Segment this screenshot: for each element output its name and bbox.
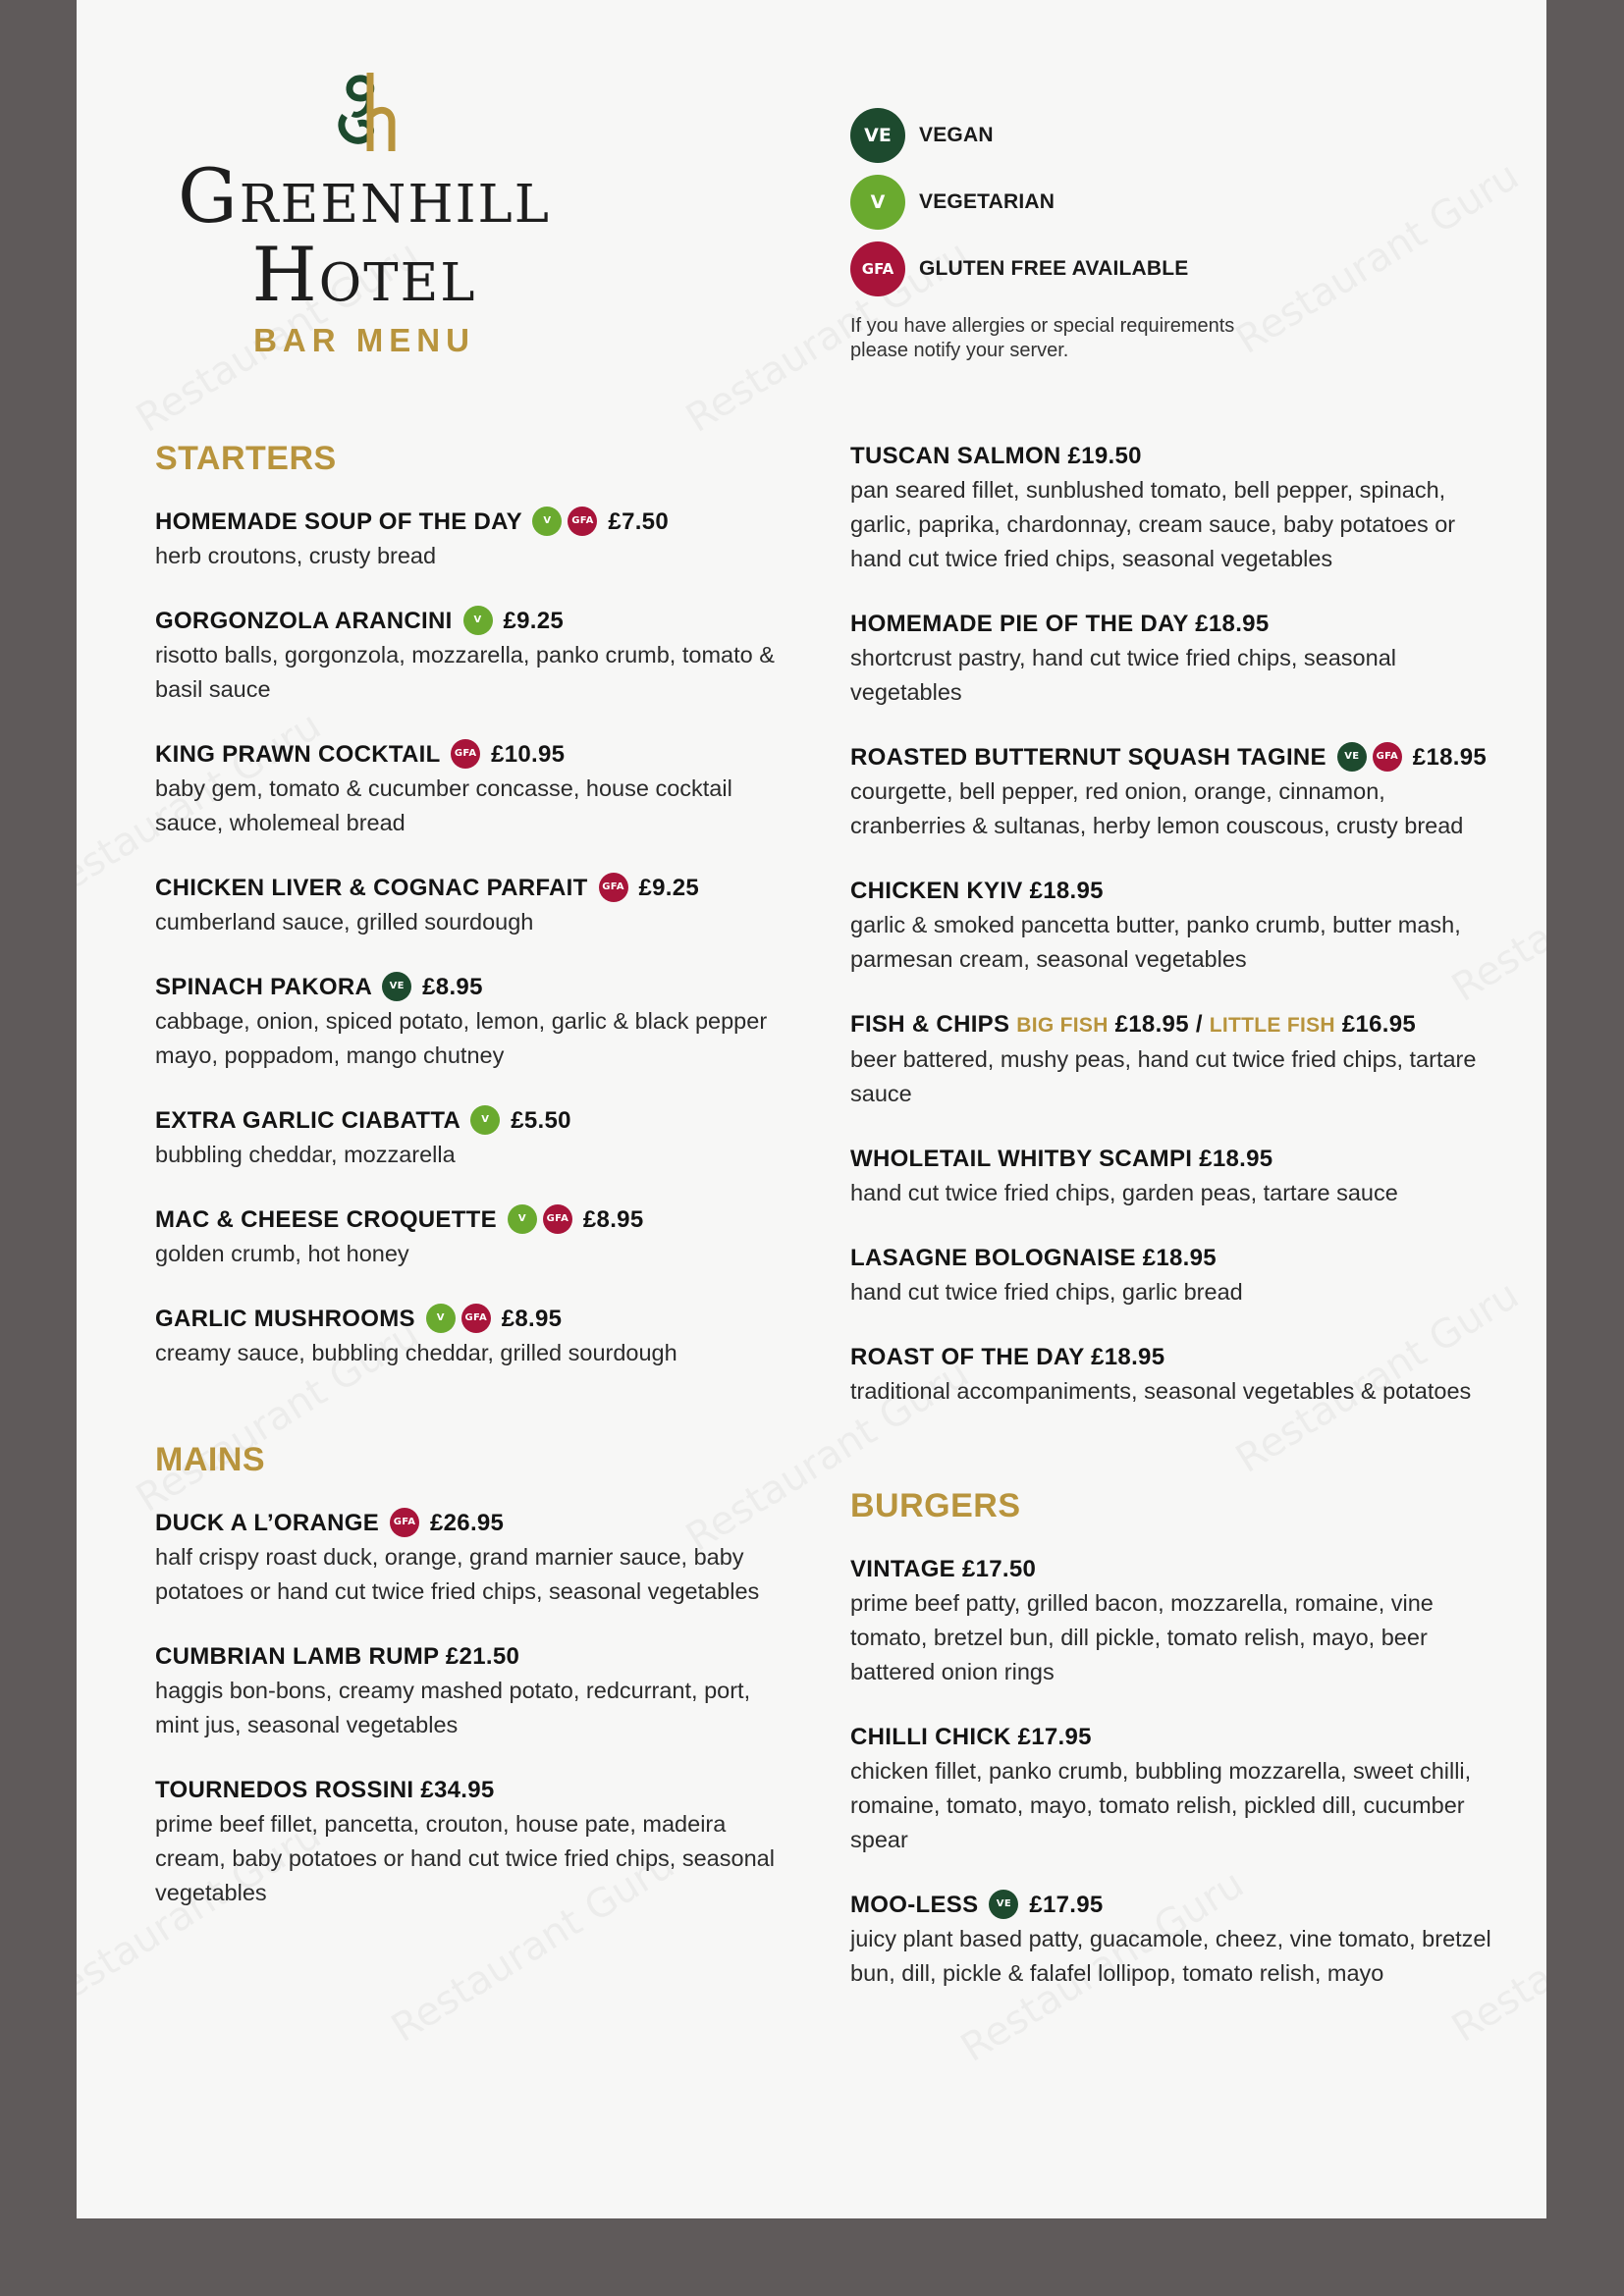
- menu-item-title: [850, 875, 1498, 908]
- menu-item-title: [155, 1640, 784, 1674]
- section-title-starters: STARTERS: [155, 440, 337, 477]
- menu-item-description: chicken fillet, panko crumb, bubbling mozzarella, sweet chilli, romaine, tomato, mayo, tomato relish, pickled dill, cucumber spear: [850, 1758, 1472, 1852]
- menu-item-description: juicy plant based patty, guacamole, cheez, vine tomato, bretzel bun, dill, pickle & falafel lollipop, tomato relish, mayo: [850, 1926, 1491, 1986]
- price-separator: /: [1195, 1011, 1203, 1038]
- menu-item-description: pan seared fillet, sunblushed tomato, bell pepper, spinach, garlic, paprika, chardonnay, cream sauce, baby potatoes or hand cut twice fried chips, seasonal vegetables: [850, 477, 1456, 571]
- menu-item-title: [155, 872, 784, 905]
- menu-item: [850, 1889, 1498, 1991]
- menu-item: [155, 1203, 784, 1271]
- dietary-badges: [390, 1508, 419, 1537]
- menu-item-name: VINTAGE: [850, 1556, 955, 1582]
- menu-item-description: bubbling cheddar, mozzarella: [155, 1142, 456, 1167]
- menu-item-title: [850, 1341, 1498, 1374]
- menu-item-description: hand cut twice fried chips, garlic bread: [850, 1279, 1243, 1305]
- menu-item-title: [155, 1104, 784, 1138]
- menu-item-price: £18.95: [1195, 611, 1270, 637]
- mains-list-right: [850, 440, 1498, 1409]
- menu-item-name: MAC & CHEESE CROQUETTE: [155, 1206, 497, 1233]
- dietary-legend: [850, 102, 1243, 363]
- vegetarian-badge-icon: V: [508, 1204, 537, 1234]
- menu-item: [155, 971, 784, 1073]
- menu-item-title: [850, 1721, 1498, 1754]
- menu-page: [77, 0, 1546, 2218]
- menu-item-title: [155, 738, 784, 772]
- hotel-logo: [153, 69, 575, 359]
- dietary-badges: [463, 606, 493, 635]
- menu-item: [850, 1341, 1498, 1409]
- menu-item-title: [850, 741, 1498, 774]
- dietary-badges: [1337, 742, 1402, 772]
- menu-item: [155, 872, 784, 939]
- menu-item-price: £18.95: [1091, 1344, 1165, 1370]
- menu-item-price: £19.50: [1067, 443, 1142, 469]
- menu-item-name: GORGONZOLA ARANCINI: [155, 608, 453, 634]
- menu-item-name: TOURNEDOS ROSSINI: [155, 1777, 414, 1803]
- legend-label: VEGETARIAN: [919, 190, 1056, 213]
- dietary-badges: [426, 1304, 491, 1333]
- menu-item-title: [850, 1008, 1498, 1042]
- left-column: [155, 440, 784, 1942]
- gluten-free-badge-icon: GFA: [543, 1204, 572, 1234]
- menu-item-name: LASAGNE BOLOGNAISE: [850, 1245, 1136, 1271]
- menu-item-title: [155, 506, 784, 539]
- vegetarian-badge-icon: V: [463, 606, 493, 635]
- gluten-free-badge-icon: GFA: [461, 1304, 491, 1333]
- gluten-free-badge-icon: GFA: [451, 739, 480, 769]
- menu-item-name: ROASTED BUTTERNUT SQUASH TAGINE: [850, 744, 1326, 771]
- menu-item-price: £8.95: [422, 974, 483, 1000]
- menu-item-description: golden crumb, hot honey: [155, 1241, 409, 1266]
- dietary-badges: [451, 739, 480, 769]
- menu-item-price: £8.95: [501, 1306, 563, 1332]
- menu-item-description: baby gem, tomato & cucumber concasse, house cocktail sauce, wholemeal bread: [155, 775, 732, 835]
- menu-item-price: £18.95: [1199, 1146, 1273, 1172]
- menu-item-title: [155, 605, 784, 638]
- big-fish-label: BIG FISH: [1016, 1014, 1109, 1037]
- watermark-text: [1228, 153, 1527, 363]
- menu-item: [850, 1553, 1498, 1689]
- menu-item-name: HOMEMADE PIE OF THE DAY: [850, 611, 1189, 637]
- menu-item-price: £26.95: [430, 1510, 505, 1536]
- menu-item-title: [155, 1203, 784, 1237]
- section-title-mains: MAINS: [155, 1441, 266, 1478]
- dietary-badges: [989, 1890, 1018, 1919]
- allergy-note: If you have allergies or special requirements please notify your server.: [850, 315, 1235, 361]
- menu-item-price: £17.95: [1017, 1724, 1092, 1750]
- gluten-free-badge-icon: GFA: [390, 1508, 419, 1537]
- hotel-name-line2: Hotel: [251, 231, 477, 318]
- menu-item-description: cabbage, onion, spiced potato, lemon, garlic & black pepper mayo, poppadom, mango chutney: [155, 1008, 768, 1068]
- menu-item-name: CHILLI CHICK: [850, 1724, 1011, 1750]
- dietary-badges: [508, 1204, 572, 1234]
- menu-item-price: £17.50: [961, 1556, 1037, 1582]
- menu-item-name: DUCK A L’ORANGE: [155, 1510, 380, 1536]
- menu-item: [155, 738, 784, 840]
- menu-item-price: £5.50: [511, 1107, 571, 1134]
- menu-item-description: beer battered, mushy peas, hand cut twice fried chips, tartare sauce: [850, 1046, 1477, 1106]
- burgers-list: [850, 1553, 1498, 1991]
- vegan-badge-icon: VE: [382, 972, 411, 1001]
- mains-list-left: [155, 1507, 784, 1910]
- legend-label: VEGAN: [919, 124, 994, 146]
- menu-item-name: CUMBRIAN LAMB RUMP: [155, 1643, 439, 1670]
- menu-item: [850, 1721, 1498, 1857]
- menu-item-title: [155, 1507, 784, 1540]
- section-title-burgers: BURGERS: [850, 1487, 1021, 1524]
- legend-row-vegetarian: [850, 169, 1243, 236]
- menu-item-price: £7.50: [608, 508, 669, 535]
- menu-item-name: WHOLETAIL WHITBY SCAMPI: [850, 1146, 1193, 1172]
- menu-item-name: GARLIC MUSHROOMS: [155, 1306, 415, 1332]
- menu-item-price: £18.95: [1029, 878, 1104, 904]
- menu-item-name: CHICKEN KYIV: [850, 878, 1023, 904]
- menu-item-price: £9.25: [638, 875, 700, 901]
- little-fish-label: LITTLE FISH: [1209, 1014, 1335, 1037]
- vegan-badge-icon: VE: [989, 1890, 1018, 1919]
- starters-list: [155, 506, 784, 1370]
- gh-monogram-icon: [325, 69, 404, 157]
- menu-item-name: TUSCAN SALMON: [850, 443, 1061, 469]
- menu-item-title: [155, 1774, 784, 1807]
- dietary-badges: [470, 1105, 500, 1135]
- hotel-name-line1: Greenhill: [178, 152, 551, 240]
- menu-item-description: hand cut twice fried chips, garden peas, tartare sauce: [850, 1180, 1398, 1205]
- menu-item-description: prime beef patty, grilled bacon, mozzarella, romaine, vine tomato, bretzel bun, dill pickle, tomato relish, mayo, beer battered onion rings: [850, 1590, 1434, 1684]
- legend-row-vegan: [850, 102, 1243, 169]
- menu-item: [155, 1104, 784, 1172]
- menu-item-name: SPINACH PAKORA: [155, 974, 372, 1000]
- gluten-free-badge-icon: GFA: [568, 507, 597, 536]
- gluten-free-badge-icon: GFA: [599, 873, 628, 902]
- dietary-badges: [382, 972, 411, 1001]
- menu-item: [850, 741, 1498, 843]
- menu-item-name: KING PRAWN COCKTAIL: [155, 741, 441, 768]
- menu-item-price: £18.95: [1142, 1245, 1217, 1271]
- menu-item-price: £16.95: [1341, 1011, 1417, 1038]
- bar-menu-title: BAR MENU: [253, 322, 475, 358]
- menu-item-title: [850, 1242, 1498, 1275]
- menu-item-price: £10.95: [491, 741, 566, 768]
- menu-item-title: [155, 971, 784, 1004]
- dietary-badges: [599, 873, 628, 902]
- menu-item-description: haggis bon-bons, creamy mashed potato, redcurrant, port, mint jus, seasonal vegetables: [155, 1678, 751, 1737]
- gluten-free-badge-icon: GFA: [1373, 742, 1402, 772]
- menu-item-description: half crispy roast duck, orange, grand marnier sauce, baby potatoes or hand cut twice fried chips, seasonal vegetables: [155, 1544, 760, 1604]
- legend-row-gluten-free: [850, 236, 1243, 302]
- menu-item-price: £34.95: [420, 1777, 495, 1803]
- menu-item-description: risotto balls, gorgonzola, mozzarella, panko crumb, tomato & basil sauce: [155, 642, 775, 702]
- menu-item-description: shortcrust pastry, hand cut twice fried chips, seasonal vegetables: [850, 645, 1396, 705]
- menu-item-description: traditional accompaniments, seasonal vegetables & potatoes: [850, 1378, 1472, 1404]
- menu-item-name: HOMEMADE SOUP OF THE DAY: [155, 508, 522, 535]
- menu-item-price: £18.95: [1114, 1011, 1189, 1038]
- menu-item-description: courgette, bell pepper, red onion, orange, cinnamon, cranberries & sultanas, herby lemon couscous, crusty bread: [850, 778, 1464, 838]
- vegan-badge-icon: VE: [1337, 742, 1367, 772]
- menu-item: [850, 608, 1498, 710]
- vegan-badge-icon: VE: [850, 108, 905, 163]
- menu-item-price: £8.95: [582, 1206, 644, 1233]
- menu-item-price: £9.25: [503, 608, 565, 634]
- menu-item: [850, 440, 1498, 576]
- menu-item-title: [155, 1303, 784, 1336]
- menu-item-price: £18.95: [1412, 744, 1488, 771]
- legend-label: GLUTEN FREE AVAILABLE: [919, 257, 1189, 280]
- gluten-free-badge-icon: GFA: [850, 241, 905, 296]
- menu-item-description: cumberland sauce, grilled sourdough: [155, 909, 534, 934]
- menu-item-name: FISH & CHIPS: [850, 1011, 1010, 1038]
- dietary-badges: [532, 507, 597, 536]
- menu-item: [850, 875, 1498, 977]
- menu-item-name: ROAST OF THE DAY: [850, 1344, 1085, 1370]
- menu-item: [155, 1640, 784, 1742]
- menu-item-title: [850, 1143, 1498, 1176]
- vegetarian-badge-icon: V: [426, 1304, 456, 1333]
- menu-item-price: £17.95: [1029, 1892, 1104, 1918]
- menu-item-description: prime beef fillet, pancetta, crouton, house pate, madeira cream, baby potatoes or hand cut twice fried chips, seasonal vegetables: [155, 1811, 775, 1905]
- menu-item: [155, 605, 784, 707]
- vegetarian-badge-icon: V: [850, 175, 905, 230]
- menu-item: [850, 1143, 1498, 1210]
- menu-item: [155, 1774, 784, 1910]
- menu-item-name: MOO-LESS: [850, 1892, 979, 1918]
- menu-item-name: CHICKEN LIVER & COGNAC PARFAIT: [155, 875, 588, 901]
- menu-item-title: [850, 440, 1498, 473]
- menu-item: [155, 506, 784, 573]
- menu-item-name: EXTRA GARLIC CIABATTA: [155, 1107, 460, 1134]
- menu-item-description: garlic & smoked pancetta butter, panko crumb, butter mash, parmesan cream, seasonal vegetables: [850, 912, 1461, 972]
- menu-item-title: [850, 1889, 1498, 1922]
- menu-item: [850, 1242, 1498, 1309]
- menu-item: [155, 1303, 784, 1370]
- menu-item: [155, 1507, 784, 1609]
- menu-item: [850, 1008, 1498, 1111]
- menu-item-title: [850, 1553, 1498, 1586]
- menu-item-description: herb croutons, crusty bread: [155, 543, 437, 568]
- right-column: [850, 440, 1498, 2022]
- vegetarian-badge-icon: V: [470, 1105, 500, 1135]
- menu-item-title: [850, 608, 1498, 641]
- vegetarian-badge-icon: V: [532, 507, 562, 536]
- menu-item-price: £21.50: [445, 1643, 520, 1670]
- menu-item-description: creamy sauce, bubbling cheddar, grilled sourdough: [155, 1340, 677, 1365]
